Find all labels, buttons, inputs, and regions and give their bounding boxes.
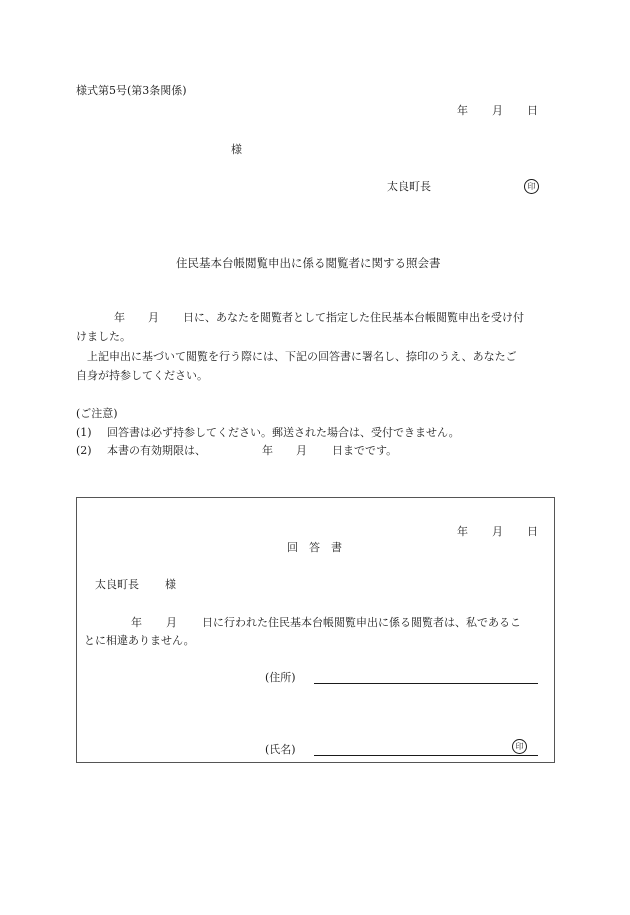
issuer: 太良町長 [387, 180, 431, 193]
notes-heading: (ご注意) [76, 407, 118, 420]
name-label: (氏名) [265, 743, 296, 756]
note-2-suffix: 日までです。 [332, 444, 398, 457]
note-1-text: 回答書は必ず持参してください。郵送された場合は、受付できません。 [107, 426, 460, 439]
name-seal-label: 印 [512, 739, 527, 754]
reply-form-box [76, 497, 555, 763]
name-field[interactable] [314, 755, 538, 756]
issuer-seal-icon [524, 179, 539, 194]
body-para1-cont: けました。 [76, 330, 131, 343]
body-para2-line2: 自身が持参してください。 [76, 369, 208, 382]
document-title: 住民基本台帳閲覧申出に係る閲覧者に関する照会書 [176, 256, 441, 270]
header-date-year: 年 [457, 104, 468, 117]
seal-label: 印 [524, 179, 539, 194]
body-year: 年 [114, 311, 125, 324]
note-2-prefix: 本書の有効期限は、 [107, 444, 206, 457]
note-2-month: 月 [296, 444, 307, 457]
address-field[interactable] [314, 683, 538, 684]
reply-date-day: 日 [527, 525, 538, 538]
reply-addressee-suffix: 様 [165, 578, 176, 591]
address-label: (住所) [265, 671, 296, 684]
addressee-suffix: 様 [231, 143, 242, 156]
note-1-number: (1) [76, 426, 92, 439]
body-para1: 日に、あなたを閲覧者として指定した住民基本台帳閲覧申出を受け付 [183, 311, 524, 324]
reply-year: 年 [131, 616, 142, 629]
header-date-day: 日 [527, 104, 538, 117]
reply-date-year: 年 [457, 525, 468, 538]
header-date-month: 月 [492, 104, 503, 117]
reply-text: 日に行われた住民基本台帳閲覧申出に係る閲覧者は、私であるこ [202, 616, 521, 629]
form-number: 様式第5号(第3条関係) [76, 84, 187, 97]
reply-month: 月 [166, 616, 177, 629]
reply-addressee: 太良町長 [95, 578, 139, 591]
note-2-number: (2) [76, 444, 92, 457]
reply-date-month: 月 [492, 525, 503, 538]
reply-title: 回 答 書 [287, 541, 342, 554]
name-seal-icon [512, 739, 527, 754]
note-2-year: 年 [262, 444, 273, 457]
body-para2-line1: 上記申出に基づいて閲覧を行う際には、下記の回答書に署名し、捺印のうえ、あなたご [87, 350, 517, 363]
body-month: 月 [148, 311, 159, 324]
reply-text-cont: とに相違ありません。 [84, 634, 195, 647]
